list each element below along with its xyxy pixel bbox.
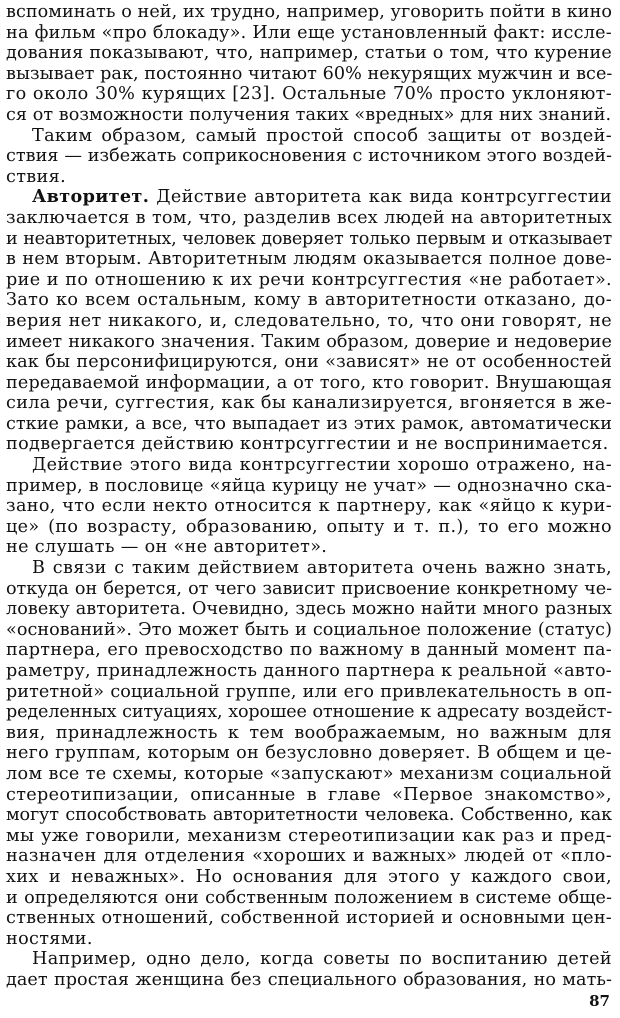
text-line: Действие этого вида контрсуггестии хорошо отражено, на- bbox=[32, 455, 612, 476]
text-line: стереотипизации, описанные в главе «Первое знакомство», bbox=[6, 784, 612, 805]
text-line: и определяются они собственным положением в системе обще- bbox=[6, 887, 612, 908]
paragraph-1 bbox=[6, 2, 612, 126]
text-line: и неавторитетных, человек доверяет только первым и отказывает bbox=[6, 228, 612, 249]
text-line: назначен для отделения «хороших и важных» людей от «пло- bbox=[6, 846, 612, 867]
text-line: ностями. bbox=[6, 928, 93, 949]
text-line: пример, в пословице «яйца курицу не учат» — однозначно ска- bbox=[6, 475, 612, 496]
text-line: ределенных ситуациях, хорошее отношение к адресату воздейст- bbox=[6, 702, 612, 723]
text-line: него группам, которым он безусловно доверяет. В общем и це- bbox=[6, 743, 612, 764]
text-line: го около 30% курящих [23]. Остальные 70% просто уклоняют- bbox=[6, 84, 612, 105]
text-line: ствия — избежать соприкосновения с источником этого воздей- bbox=[6, 146, 612, 167]
paragraph-5 bbox=[6, 558, 612, 949]
text-line: «оснований». Это может быть и социальное положение (статус) bbox=[6, 619, 612, 640]
page-number: 87 bbox=[589, 992, 610, 1010]
text-line: хих и неважных». Но основания для этого у каждого свои, bbox=[6, 866, 612, 887]
paragraph-4 bbox=[6, 455, 612, 558]
paragraph-6 bbox=[6, 949, 612, 990]
text-line: передаваемой информации, а от того, кто говорит. Внушающая bbox=[6, 372, 612, 393]
text-line: ственных отношений, собственной историей и основными цен- bbox=[6, 908, 612, 929]
text-line: це» (по возрасту, образованию, опыту и т. п.), то его можно bbox=[6, 516, 612, 537]
text-line: сила речи, суггестия, как бы канализируется, вгоняется в же- bbox=[6, 393, 612, 414]
text-line: ствия. bbox=[6, 166, 67, 187]
text-line: вызывает рак, постоянно читают 60% некурящих мужчин и все- bbox=[6, 63, 612, 84]
text-line: могут способствовать авторитетности человека. Собственно, как bbox=[6, 805, 612, 826]
text-line: откуда он берется, от чего зависит присвоение конкретному че- bbox=[6, 578, 612, 599]
text-line: не слушать — он «не авторитет». bbox=[6, 537, 328, 558]
text-line: лом все те схемы, которые «запускают» механизм социальной bbox=[6, 763, 612, 784]
text-line: В связи с таким действием авторитета очень важно знать, bbox=[32, 558, 612, 579]
text-line: заключается в том, что, разделив всех людей на авторитетных bbox=[6, 207, 612, 228]
text-line: дает простая женщина без специального образования, но мать- bbox=[6, 969, 612, 990]
text-line: ритетной» социальной группе, или его привлекательность в оп- bbox=[6, 681, 612, 702]
text-line: рие и по отношению к их речи контрсуггестия «не работает». bbox=[6, 269, 612, 290]
text-line: подвергается действию контрсуггестии и не воспринимается. bbox=[6, 434, 609, 455]
text-line bbox=[6, 187, 612, 208]
text-line: на фильм «про блокаду». Или еще установленный факт: иссле- bbox=[6, 22, 612, 43]
text-line: зано, что если некто относится к партнеру, как «яйцо к кури- bbox=[6, 496, 612, 517]
text-line: верия нет никакого, и, следовательно, то, что они говорят, не bbox=[6, 310, 612, 331]
paragraph-2 bbox=[6, 126, 612, 188]
text-line: Зато ко всем остальным, кому в авторитетности отказано, до- bbox=[6, 290, 612, 311]
text-line: Например, одно дело, когда советы по воспитанию детей bbox=[32, 949, 612, 970]
text-line: в нем вторым. Авторитетным людям оказывается полное дове- bbox=[6, 249, 612, 270]
text-line: дования показывают, что, например, статьи о том, что курение bbox=[6, 43, 612, 64]
text-line: имеет никакого значения. Таким образом, доверие и недоверие bbox=[6, 331, 612, 352]
text-line: вия, принадлежность к тем воображаемым, но важным для bbox=[6, 722, 612, 743]
text-fragment: Действие авторитета как вида контрсуггестии bbox=[149, 187, 612, 208]
text-line: как бы персонифицируются, они «зависят» не от особенностей bbox=[6, 352, 612, 373]
text-line: сткие рамки, а все, что выпадает из этих рамок, автоматически bbox=[6, 413, 612, 434]
paragraph-lead-term: Авторитет. bbox=[32, 187, 150, 208]
text-line: ловеку авторитета. Очевидно, здесь можно найти много разных bbox=[6, 599, 612, 620]
text-line: раметру, принадлежность данного партнера к реальной «авто- bbox=[6, 661, 612, 681]
text-line: ся от возможности получения таких «вредных» для них знаний. bbox=[6, 104, 612, 125]
paragraph-3 bbox=[6, 187, 612, 455]
text-line: Таким образом, самый простой способ защиты от воздей- bbox=[32, 125, 612, 146]
text-line: вспоминать о ней, их трудно, например, уговорить пойти в кино bbox=[6, 2, 612, 22]
text-line: партнера, его превосходство по важному в данный момент па- bbox=[6, 640, 612, 661]
text-line: мы уже говорили, механизм стереотипизации как раз и пред- bbox=[6, 825, 612, 846]
